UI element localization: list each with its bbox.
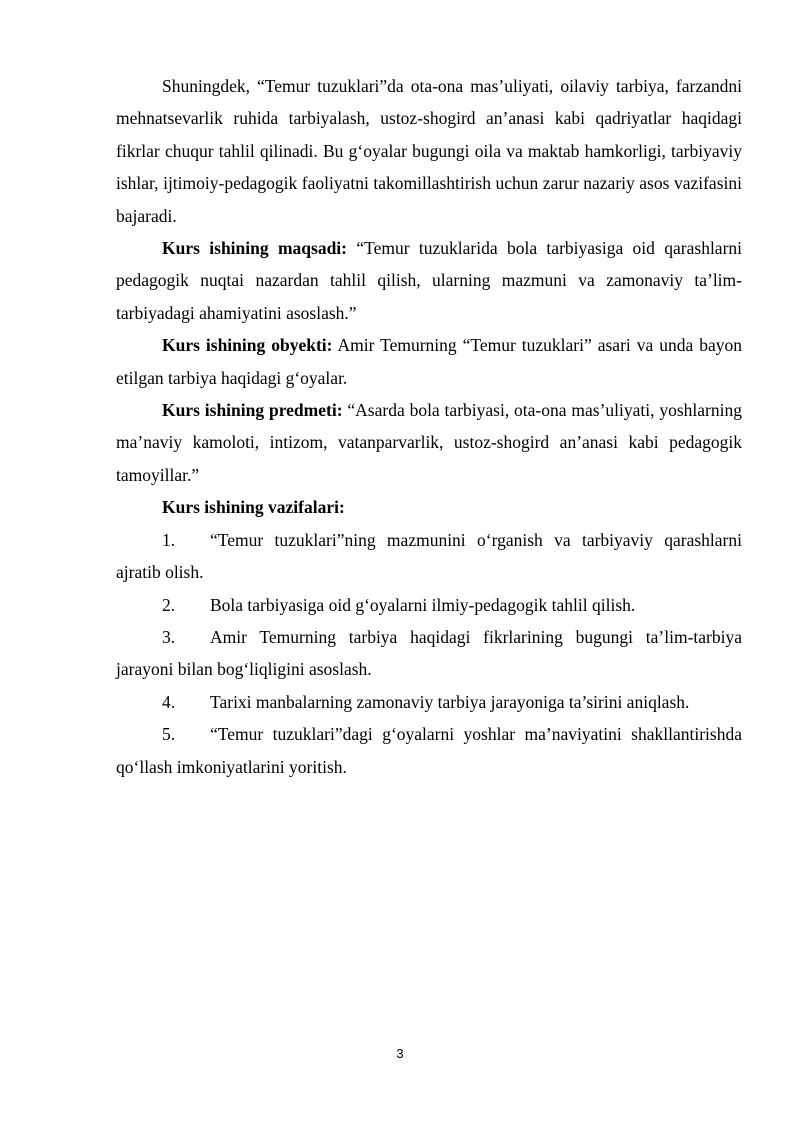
task-number: 4. — [162, 691, 176, 712]
intro-paragraph: Shuningdek, “Temur tuzuklari”da ota-ona mas’uliyati, oilaviy tarbiya, farzandni mehnatsevarlik ruhida tarbiyalash, ustoz-shogird an’anasi kabi qadriyatlar haqidagi fikrlar chuqur tahlil qilinadi. Bu g‘oyalar bugungi oila va maktab hamkorligi, tarbiyaviy ishlar, ijtimoiy-pedagogik faoliyatni takomillashtirish uchun zarur nazariy asos vazifasini bajaradi. — [116, 76, 742, 226]
task-text: Amir Temurning tarbiya haqidagi fikrlarining bugungi ta’lim-tarbiya jarayoni bilan bog‘liqligini asoslash. — [116, 626, 742, 680]
task-number: 5. — [162, 724, 176, 745]
task-item-3 — [116, 621, 742, 686]
subject-text: “Asarda bola tarbiyasi, ota-ona mas’uliyati, yoshlarning ma’naviy kamoloti, intizom, vatanparvarlik, ustoz-shogird an’anasi kabi pedagogik tamoyillar.” — [116, 400, 742, 485]
subject-paragraph — [116, 394, 742, 491]
task-item-5 — [116, 718, 742, 783]
document-body — [116, 70, 742, 783]
goal-paragraph — [116, 232, 742, 329]
object-paragraph — [116, 329, 742, 394]
object-label: Kurs ishining obyekti: — [162, 335, 333, 356]
task-number: 3. — [162, 626, 176, 647]
subject-label: Kurs ishining predmeti: — [162, 400, 343, 421]
object-text: Amir Temurning “Temur tuzuklari” asari va unda bayon etilgan tarbiya haqidagi g‘oyalar. — [116, 335, 742, 388]
goal-label: Kurs ishining maqsadi: — [162, 238, 348, 259]
task-text: Bola tarbiyasiga oid g‘oyalarni ilmiy-pedagogik tahlil qilish. — [210, 594, 636, 615]
task-item-2 — [116, 589, 742, 621]
task-number: 2. — [162, 594, 176, 615]
page-number: 3 — [396, 1046, 404, 1061]
task-number: 1. — [162, 529, 176, 550]
task-text: Tarixi manbalarning zamonaviy tarbiya jarayoniga ta’sirini aniqlash. — [210, 691, 690, 712]
tasks-heading: Kurs ishining vazifalari: — [162, 497, 345, 518]
task-item-4 — [116, 686, 742, 718]
task-text: “Temur tuzuklari”dagi g‘oyalarni yoshlar ma’naviyatini shakllantirishda qo‘llash imkoniyatlarini yoritish. — [116, 724, 742, 777]
task-text: “Temur tuzuklari”ning mazmunini o‘rganish va tarbiyaviy qarashlarni ajratib olish. — [116, 529, 742, 583]
task-item-1 — [116, 524, 742, 589]
goal-text: “Temur tuzuklarida bola tarbiyasiga oid qarashlarni pedagogik nuqtai nazardan tahlil qilish, ularning mazmuni va zamonaviy ta’lim-tarbiyadagi ahamiyatini asoslash.” — [116, 238, 743, 323]
